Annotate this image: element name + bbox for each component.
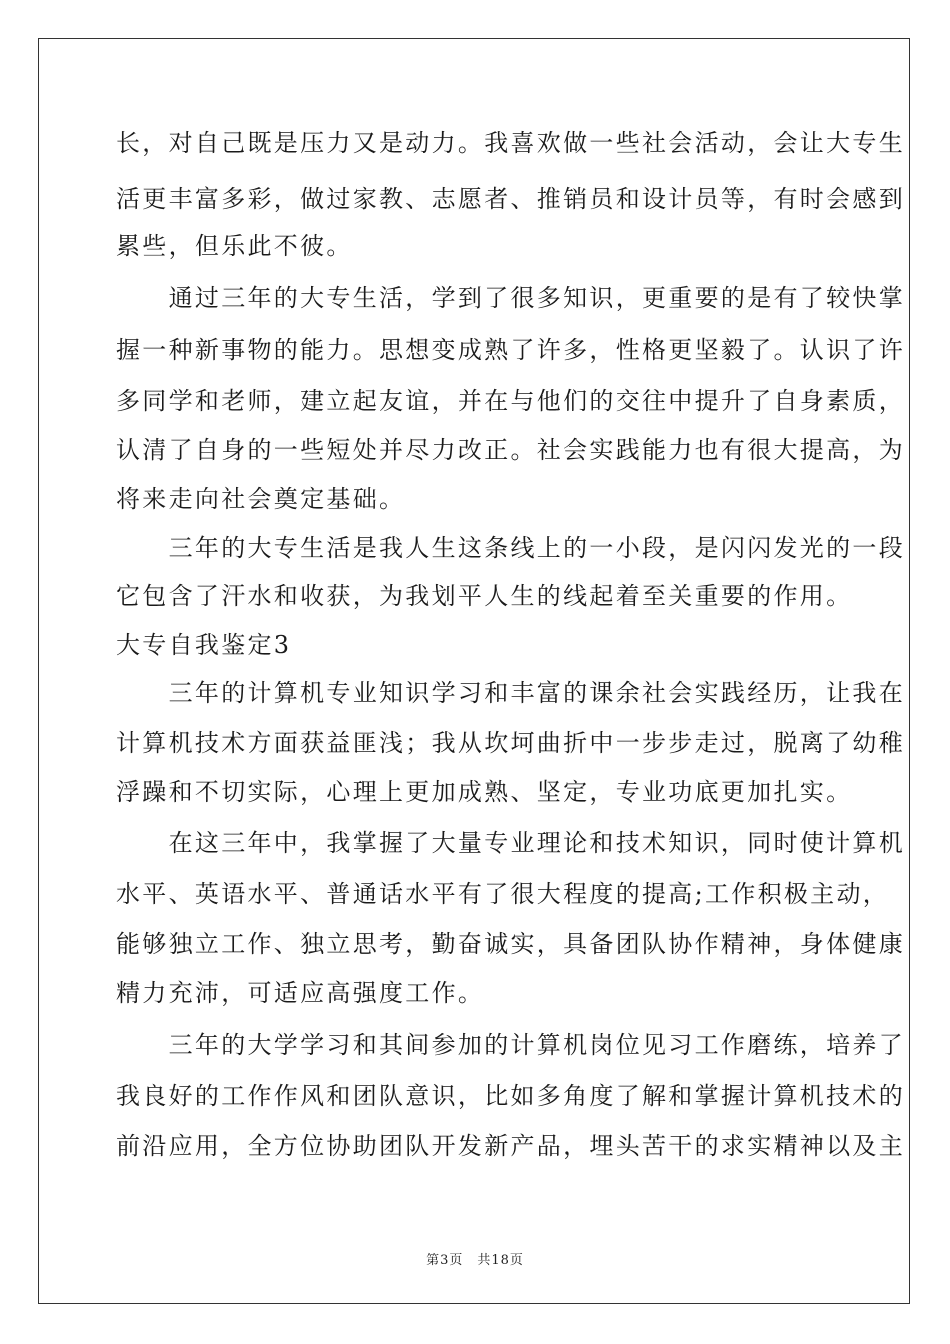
text-line: 计算机技术方面获益匪浅；我从坎坷曲折中一步步走过，脱离了幼稚 — [116, 729, 905, 757]
text-line: 三年的大专生活是我人生这条线上的一小段，是闪闪发光的一段 — [116, 534, 905, 562]
text-line: 我良好的工作作风和团队意识，比如多角度了解和掌握计算机技术的 — [116, 1082, 905, 1110]
section-heading: 大专自我鉴定3 — [116, 631, 292, 659]
text-line: 长，对自己既是压力又是动力。我喜欢做一些社会活动，会让大专生 — [116, 129, 905, 157]
text-line: 将来走向社会奠定基础。 — [116, 485, 406, 513]
text-line: 浮躁和不切实际，心理上更加成熟、坚定，专业功底更加扎实。 — [116, 778, 853, 806]
text-line: 它包含了汗水和收获，为我划平人生的线起着至关重要的作用。 — [116, 582, 853, 610]
text-line: 三年的大学学习和其间参加的计算机岗位见习工作磨练，培养了 — [116, 1031, 905, 1059]
page-border — [38, 38, 910, 1304]
text-line: 精力充沛，可适应高强度工作。 — [116, 979, 485, 1007]
text-line: 累些，但乐此不彼。 — [116, 232, 353, 260]
text-line: 握一种新事物的能力。思想变成熟了许多，性格更坚毅了。认识了许 — [116, 336, 905, 364]
text-line: 通过三年的大专生活，学到了很多知识，更重要的是有了较快掌 — [116, 284, 905, 312]
text-line: 水平、英语水平、普通话水平有了很大程度的提高;工作积极主动， — [116, 880, 890, 908]
text-line: 活更丰富多彩，做过家教、志愿者、推销员和设计员等，有时会感到 — [116, 185, 905, 213]
text-line: 在这三年中，我掌握了大量专业理论和技术知识，同时使计算机 — [116, 829, 905, 857]
text-line: 三年的计算机专业知识学习和丰富的课余社会实践经历，让我在 — [116, 679, 905, 707]
text-line: 认清了自身的一些短处并尽力改正。社会实践能力也有很大提高，为 — [116, 436, 905, 464]
text-line: 多同学和老师，建立起友谊，并在与他们的交往中提升了自身素质， — [116, 387, 905, 415]
text-line: 前沿应用，全方位协助团队开发新产品，埋头苦干的求实精神以及主 — [116, 1132, 905, 1160]
text-line: 能够独立工作、独立思考，勤奋诚实，具备团队协作精神，身体健康 — [116, 930, 905, 958]
page-number: 第3页 共18页 — [426, 1253, 524, 1268]
